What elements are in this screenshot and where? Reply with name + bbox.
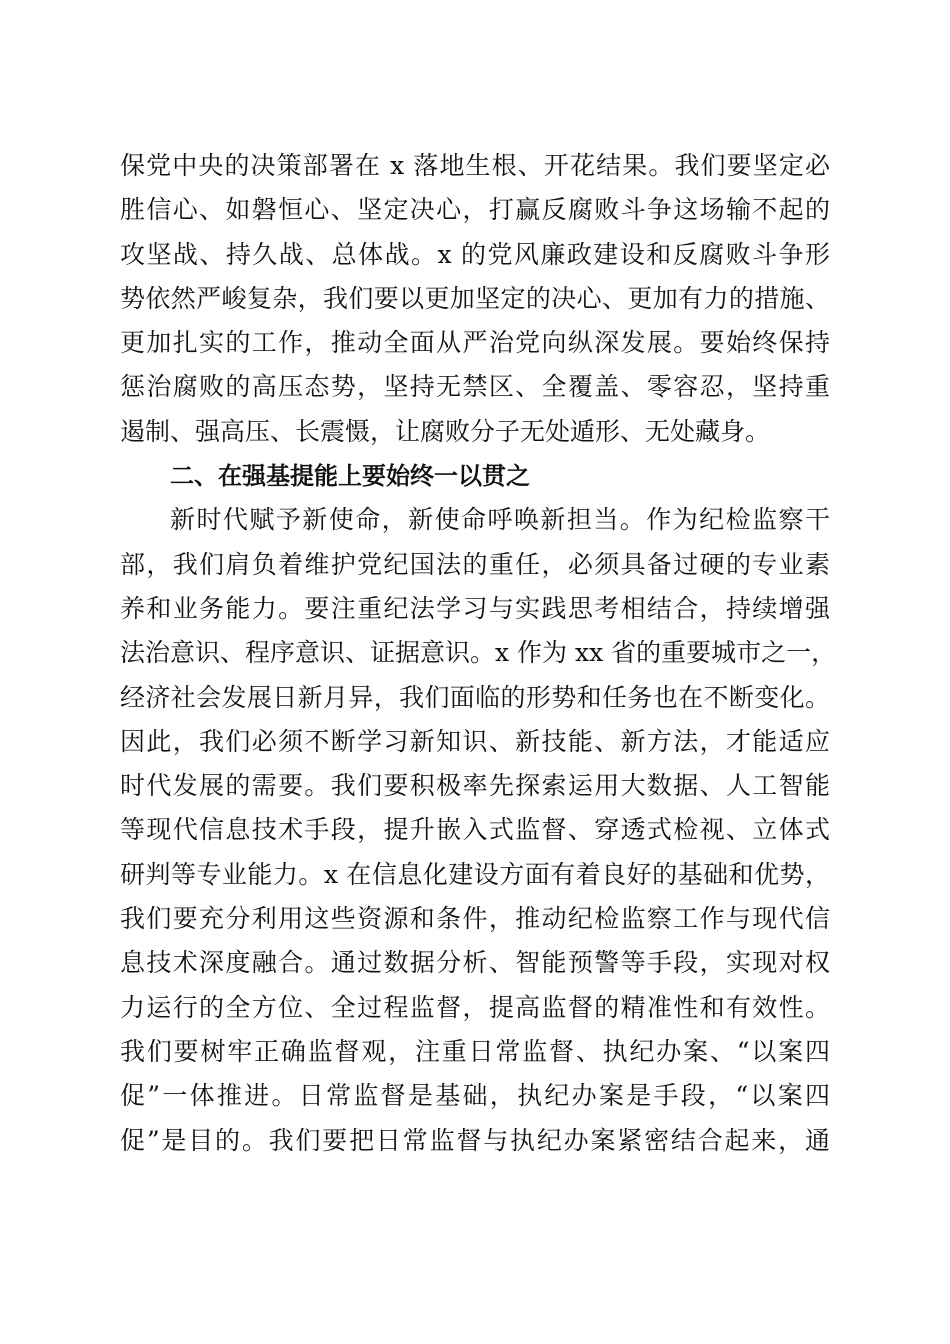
- paragraph-line: 我们要树牢正确监督观，注重日常监督、执纪办案、“以案四: [120, 1036, 830, 1066]
- paragraph-line: 势依然严峻复杂，我们要以更加坚定的决心、更加有力的措施、: [120, 283, 830, 313]
- paragraph-line: 时代发展的需要。我们要积极率先探索运用大数据、人工智能: [120, 771, 830, 801]
- paragraph-line: 经济社会发展日新月异，我们面临的形势和任务也在不断变化。: [120, 682, 830, 712]
- paragraph-line: 遏制、强高压、长震慑，让腐败分子无处遁形、无处藏身。: [120, 416, 771, 446]
- paragraph-line: 胜信心、如磐恒心、坚定决心，打赢反腐败斗争这场输不起的: [120, 195, 830, 225]
- paragraph-line: 息技术深度融合。通过数据分析、智能预警等手段，实现对权: [120, 948, 830, 978]
- paragraph-line: 促”一体推进。日常监督是基础，执纪办案是手段，“以案四: [120, 1081, 830, 1111]
- paragraph-line: 等现代信息技术手段，提升嵌入式监督、穿透式检视、立体式: [120, 815, 830, 845]
- paragraph-line: 攻坚战、持久战、总体战。x 的党风廉政建设和反腐败斗争形: [120, 239, 830, 269]
- paragraph-line: 部，我们肩负着维护党纪国法的重任，必须具备过硬的专业素: [120, 549, 830, 579]
- section-heading: 二、在强基提能上要始终一以贯之: [170, 462, 530, 491]
- document-body: [120, 144, 837, 1163]
- paragraph-line: 促”是目的。我们要把日常监督与执纪办案紧密结合起来，通: [120, 1125, 830, 1155]
- paragraph-line: 更加扎实的工作，推动全面从严治党向纵深发展。要始终保持: [120, 328, 830, 358]
- paragraph-line: 保党中央的决策部署在 x 落地生根、开花结果。我们要坚定必: [120, 151, 830, 180]
- paragraph-line: 因此，我们必须不断学习新知识、新技能、新方法，才能适应: [120, 726, 830, 756]
- paragraph-line: 法治意识、程序意识、证据意识。x 作为 xx 省的重要城市之一，: [120, 638, 837, 668]
- paragraph-line: 新时代赋予新使命，新使命呼唤新担当。作为纪检监察干: [170, 505, 830, 535]
- paragraph-line: 力运行的全方位、全过程监督，提高监督的精准性和有效性。: [120, 992, 830, 1022]
- paragraph-line: 养和业务能力。要注重纪法学习与实践思考相结合，持续增强: [120, 593, 830, 623]
- paragraph-line: 我们要充分利用这些资源和条件，推动纪检监察工作与现代信: [120, 904, 830, 934]
- paragraph-line: 研判等专业能力。x 在信息化建设方面有着良好的基础和优势，: [120, 859, 830, 889]
- paragraph-line: 惩治腐败的高压态势，坚持无禁区、全覆盖、零容忍，坚持重: [120, 372, 830, 402]
